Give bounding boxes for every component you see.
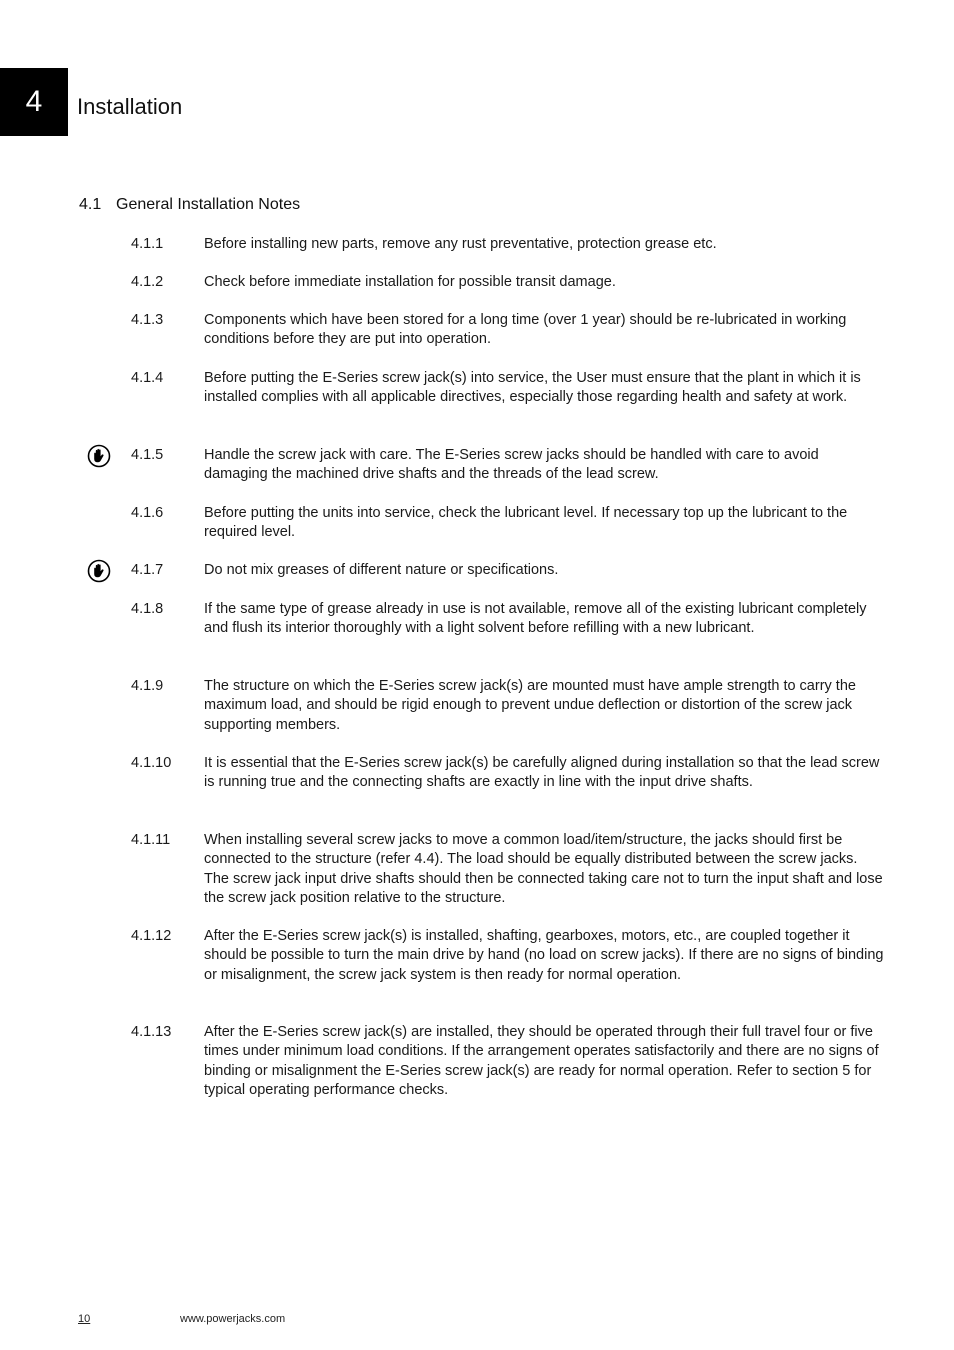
item-number: 4.1.9 — [131, 678, 164, 694]
page-number: 10 — [78, 1313, 91, 1325]
item-number: 4.1.4 — [131, 370, 164, 386]
item-text: Before installing new parts, remove any rust preventative, protection grease etc. — [204, 236, 717, 252]
chapter-number-box — [0, 68, 68, 136]
item-number: 4.1.6 — [131, 505, 164, 521]
hand-stop-icon — [87, 444, 111, 468]
chapter-title: Installation — [77, 94, 183, 119]
item-text: Handle the screw jack with care. The E-Series screw jacks should be handled with care to avoid damaging the machined drive shafts and the threads of the lead screw. — [204, 447, 819, 483]
item-number: 4.1.7 — [131, 562, 164, 578]
footer-url[interactable]: www.powerjacks.com — [180, 1313, 286, 1325]
item-text: Check before immediate installation for possible transit damage. — [204, 274, 616, 290]
hand-stop-icon — [87, 559, 111, 583]
item-number: 4.1.1 — [131, 236, 164, 252]
item-text: It is essential that the E-Series screw jack(s) be carefully aligned during installation so that the lead screw is running true and the connecting shafts are exactly in line with the input drive shafts. — [204, 755, 880, 791]
item-text: If the same type of grease already in use is not available, remove all of the existing lubricant completely and flush its interior thoroughly with a light solvent before refilling with a new lubricant. — [204, 601, 867, 637]
item-text: When installing several screw jacks to move a common load/item/structure, the jacks should first be connected to the structure (refer 4.4). The load should be equally distributed between the screw jacks. The screw jack input drive shafts should then be connected taking care not to turn the input shaft and lose the screw jack position relative to the structure. — [204, 832, 883, 906]
item-number: 4.1.2 — [131, 274, 164, 290]
item-text: After the E-Series screw jack(s) are installed, they should be operated through their full travel four or five times under minimum load conditions. If the arrangement operates satisfactorily and there are no signs of binding or misalignment the E-Series screw jack(s) are ready for normal operation. Refer to section 5 for typical operating performance checks. — [204, 1024, 879, 1098]
item-text: Before putting the units into service, check the lubricant level. If necessary top up the lubricant to the required level. — [204, 505, 848, 541]
section-number: 4.1 — [79, 196, 102, 213]
item-number: 4.1.12 — [131, 928, 172, 944]
item-text: Components which have been stored for a long time (over 1 year) should be re-lubricated in working conditions before they are put into operation. — [204, 312, 847, 348]
item-text: After the E-Series screw jack(s) is installed, shafting, gearboxes, motors, etc., are coupled together it should be possible to turn the main drive by hand (no load on screw jacks). If there are no signs of binding or misalignment, the screw jack system is then ready for normal operation. — [204, 928, 884, 983]
item-text: Before putting the E-Series screw jack(s) into service, the User must ensure that the plant in which it is installed complies with all applicable directives, especially those regarding health and safety at work. — [204, 370, 861, 406]
item-number: 4.1.8 — [131, 601, 164, 617]
chapter-number: 4 — [25, 85, 43, 118]
item-number: 4.1.5 — [131, 447, 164, 463]
item-text: The structure on which the E-Series screw jack(s) are mounted must have ample strength to carry the maximum load, and should be rigid enough to prevent undue deflection or distortion of the screw jack supporting members. — [204, 678, 856, 733]
item-number: 4.1.13 — [131, 1024, 172, 1040]
item-number: 4.1.3 — [131, 312, 164, 328]
item-number: 4.1.10 — [131, 755, 172, 771]
item-number: 4.1.11 — [131, 832, 171, 848]
section-title: General Installation Notes — [116, 196, 301, 213]
item-text: Do not mix greases of different nature or specifications. — [204, 562, 559, 578]
section-heading — [79, 193, 300, 217]
